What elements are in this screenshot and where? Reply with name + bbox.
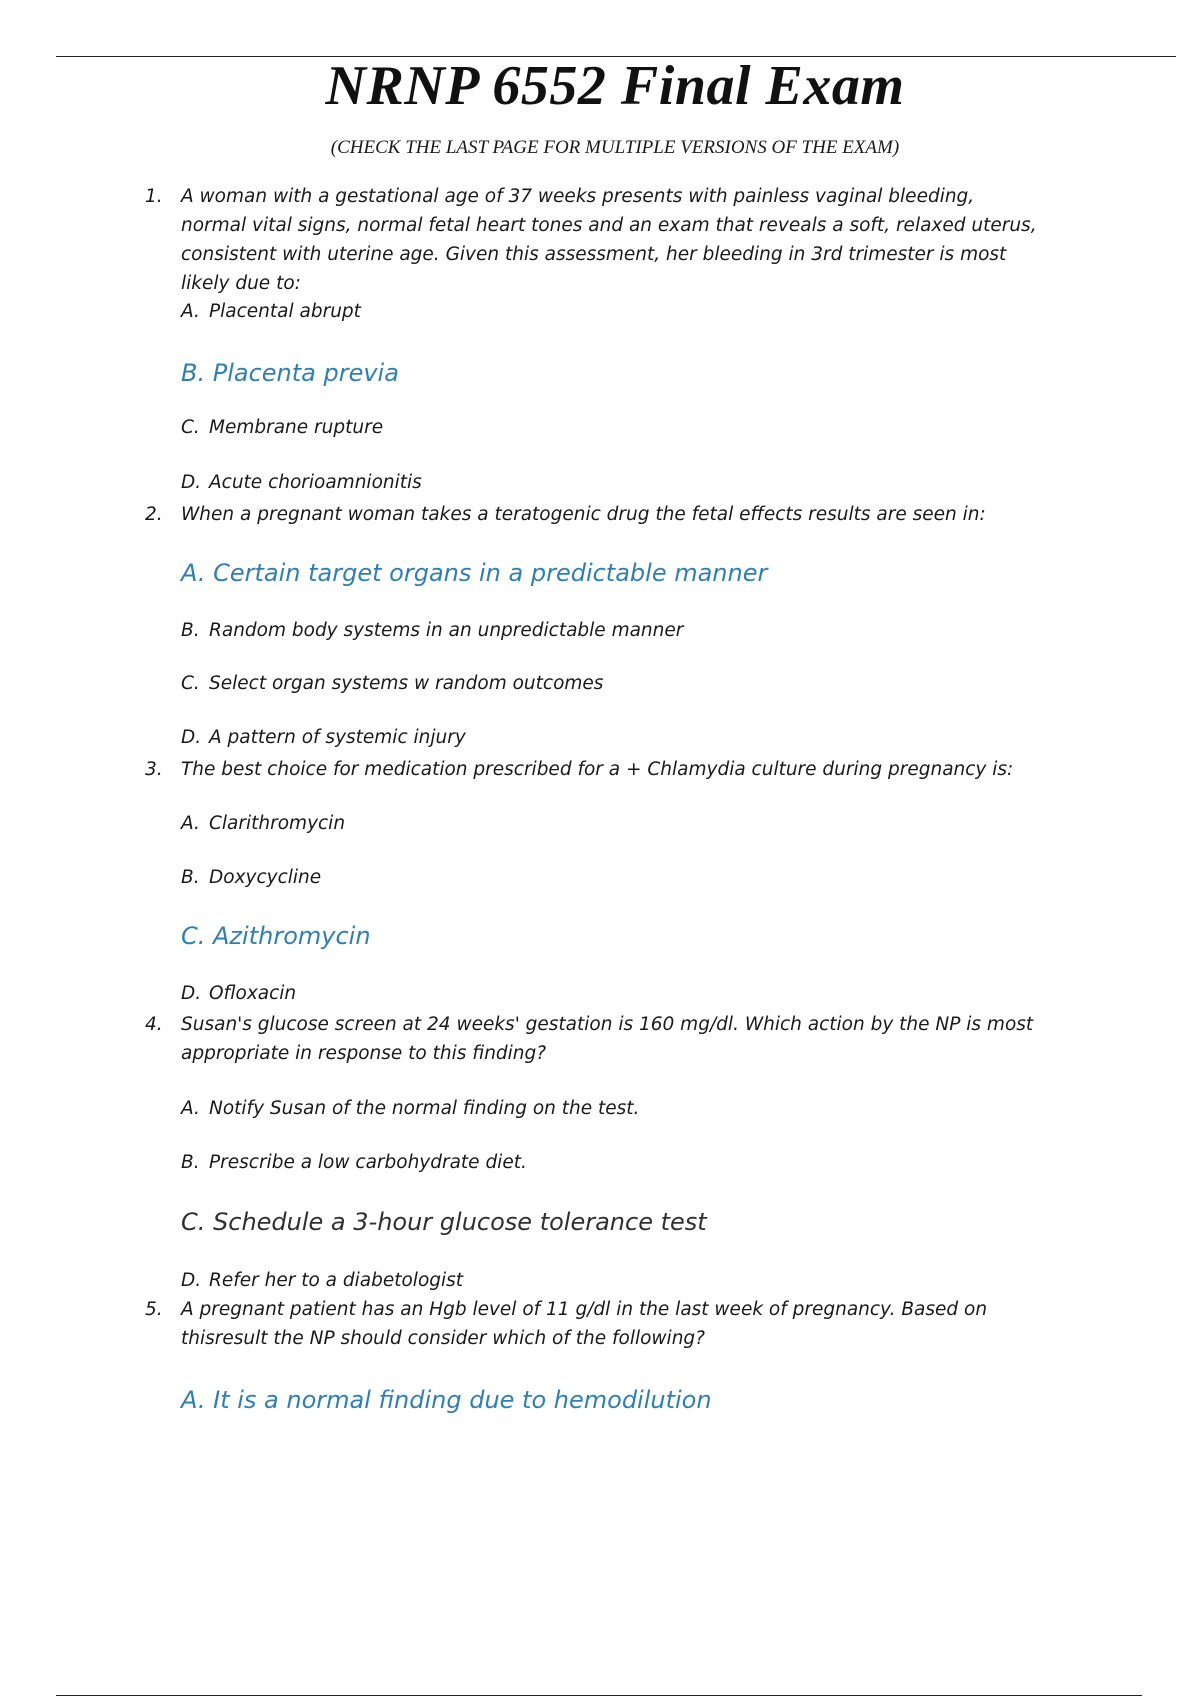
option-4d: D. Refer her to a diabetologist bbox=[181, 1270, 464, 1291]
answer-2a: A. Certain target organs in a predictable manner bbox=[181, 559, 768, 587]
option-2d: D. A pattern of systemic injury bbox=[181, 727, 466, 748]
question-number: 4. bbox=[145, 1014, 163, 1035]
option-3d: D. Ofloxacin bbox=[181, 983, 297, 1004]
question-text: When a pregnant woman takes a teratogenic drug the fetal effects results are seen in: bbox=[181, 504, 986, 525]
option-4b: B. Prescribe a low carbohydrate diet. bbox=[181, 1152, 527, 1173]
question-number: 2. bbox=[145, 504, 163, 525]
page-title: NRNP 6552 Final Exam bbox=[325, 55, 905, 117]
question-number: 1. bbox=[145, 186, 163, 207]
option-4a: A. Notify Susan of the normal finding on the test. bbox=[181, 1098, 640, 1119]
question-text: A woman with a gestational age of 37 weeks presents with painless vaginal bleeding, normal vital signs, normal fetal heart tones and an exam that reveals a soft, relaxed uterus, consistent with uterine age. Given this assessment, her bleeding in 3rd trimester is most likely due to: bbox=[181, 186, 1037, 294]
option-3b: B. Doxycycline bbox=[181, 867, 322, 888]
question-3 bbox=[145, 755, 1045, 784]
option-1c: C. Membrane rupture bbox=[181, 417, 384, 438]
answer-4c: C. Schedule a 3-hour glucose tolerance test bbox=[181, 1208, 707, 1236]
question-text: Susan's glucose screen at 24 weeks' gestation is 160 mg/dl. Which action by the NP is most appropriate in response to this finding? bbox=[181, 1014, 1034, 1064]
page-subtitle: (CHECK THE LAST PAGE FOR MULTIPLE VERSIONS OF THE EXAM) bbox=[330, 137, 900, 158]
bottom-rule bbox=[56, 1695, 1142, 1696]
option-3a: A. Clarithromycin bbox=[181, 813, 346, 834]
answer-3c: C. Azithromycin bbox=[181, 922, 371, 950]
option-1d: D. Acute chorioamnionitis bbox=[181, 472, 422, 493]
option-2c: C. Select organ systems w random outcomes bbox=[181, 673, 604, 694]
question-text: A pregnant patient has an Hgb level of 11 g/dl in the last week of pregnancy. Based on thisresult the NP should consider which of the following? bbox=[181, 1299, 988, 1349]
question-number: 3. bbox=[145, 759, 163, 780]
answer-1b: B. Placenta previa bbox=[181, 359, 399, 387]
question-5 bbox=[145, 1295, 1045, 1353]
question-number: 5. bbox=[145, 1299, 163, 1320]
option-1a: A. Placental abrupt bbox=[181, 301, 361, 322]
option-2b: B. Random body systems in an unpredictable manner bbox=[181, 620, 684, 641]
question-4 bbox=[145, 1010, 1045, 1068]
question-2 bbox=[145, 500, 1045, 529]
question-text: The best choice for medication prescribed for a + Chlamydia culture during pregnancy is: bbox=[181, 759, 1014, 780]
answer-5a: A. It is a normal finding due to hemodilution bbox=[181, 1386, 712, 1414]
question-1 bbox=[145, 182, 1045, 298]
